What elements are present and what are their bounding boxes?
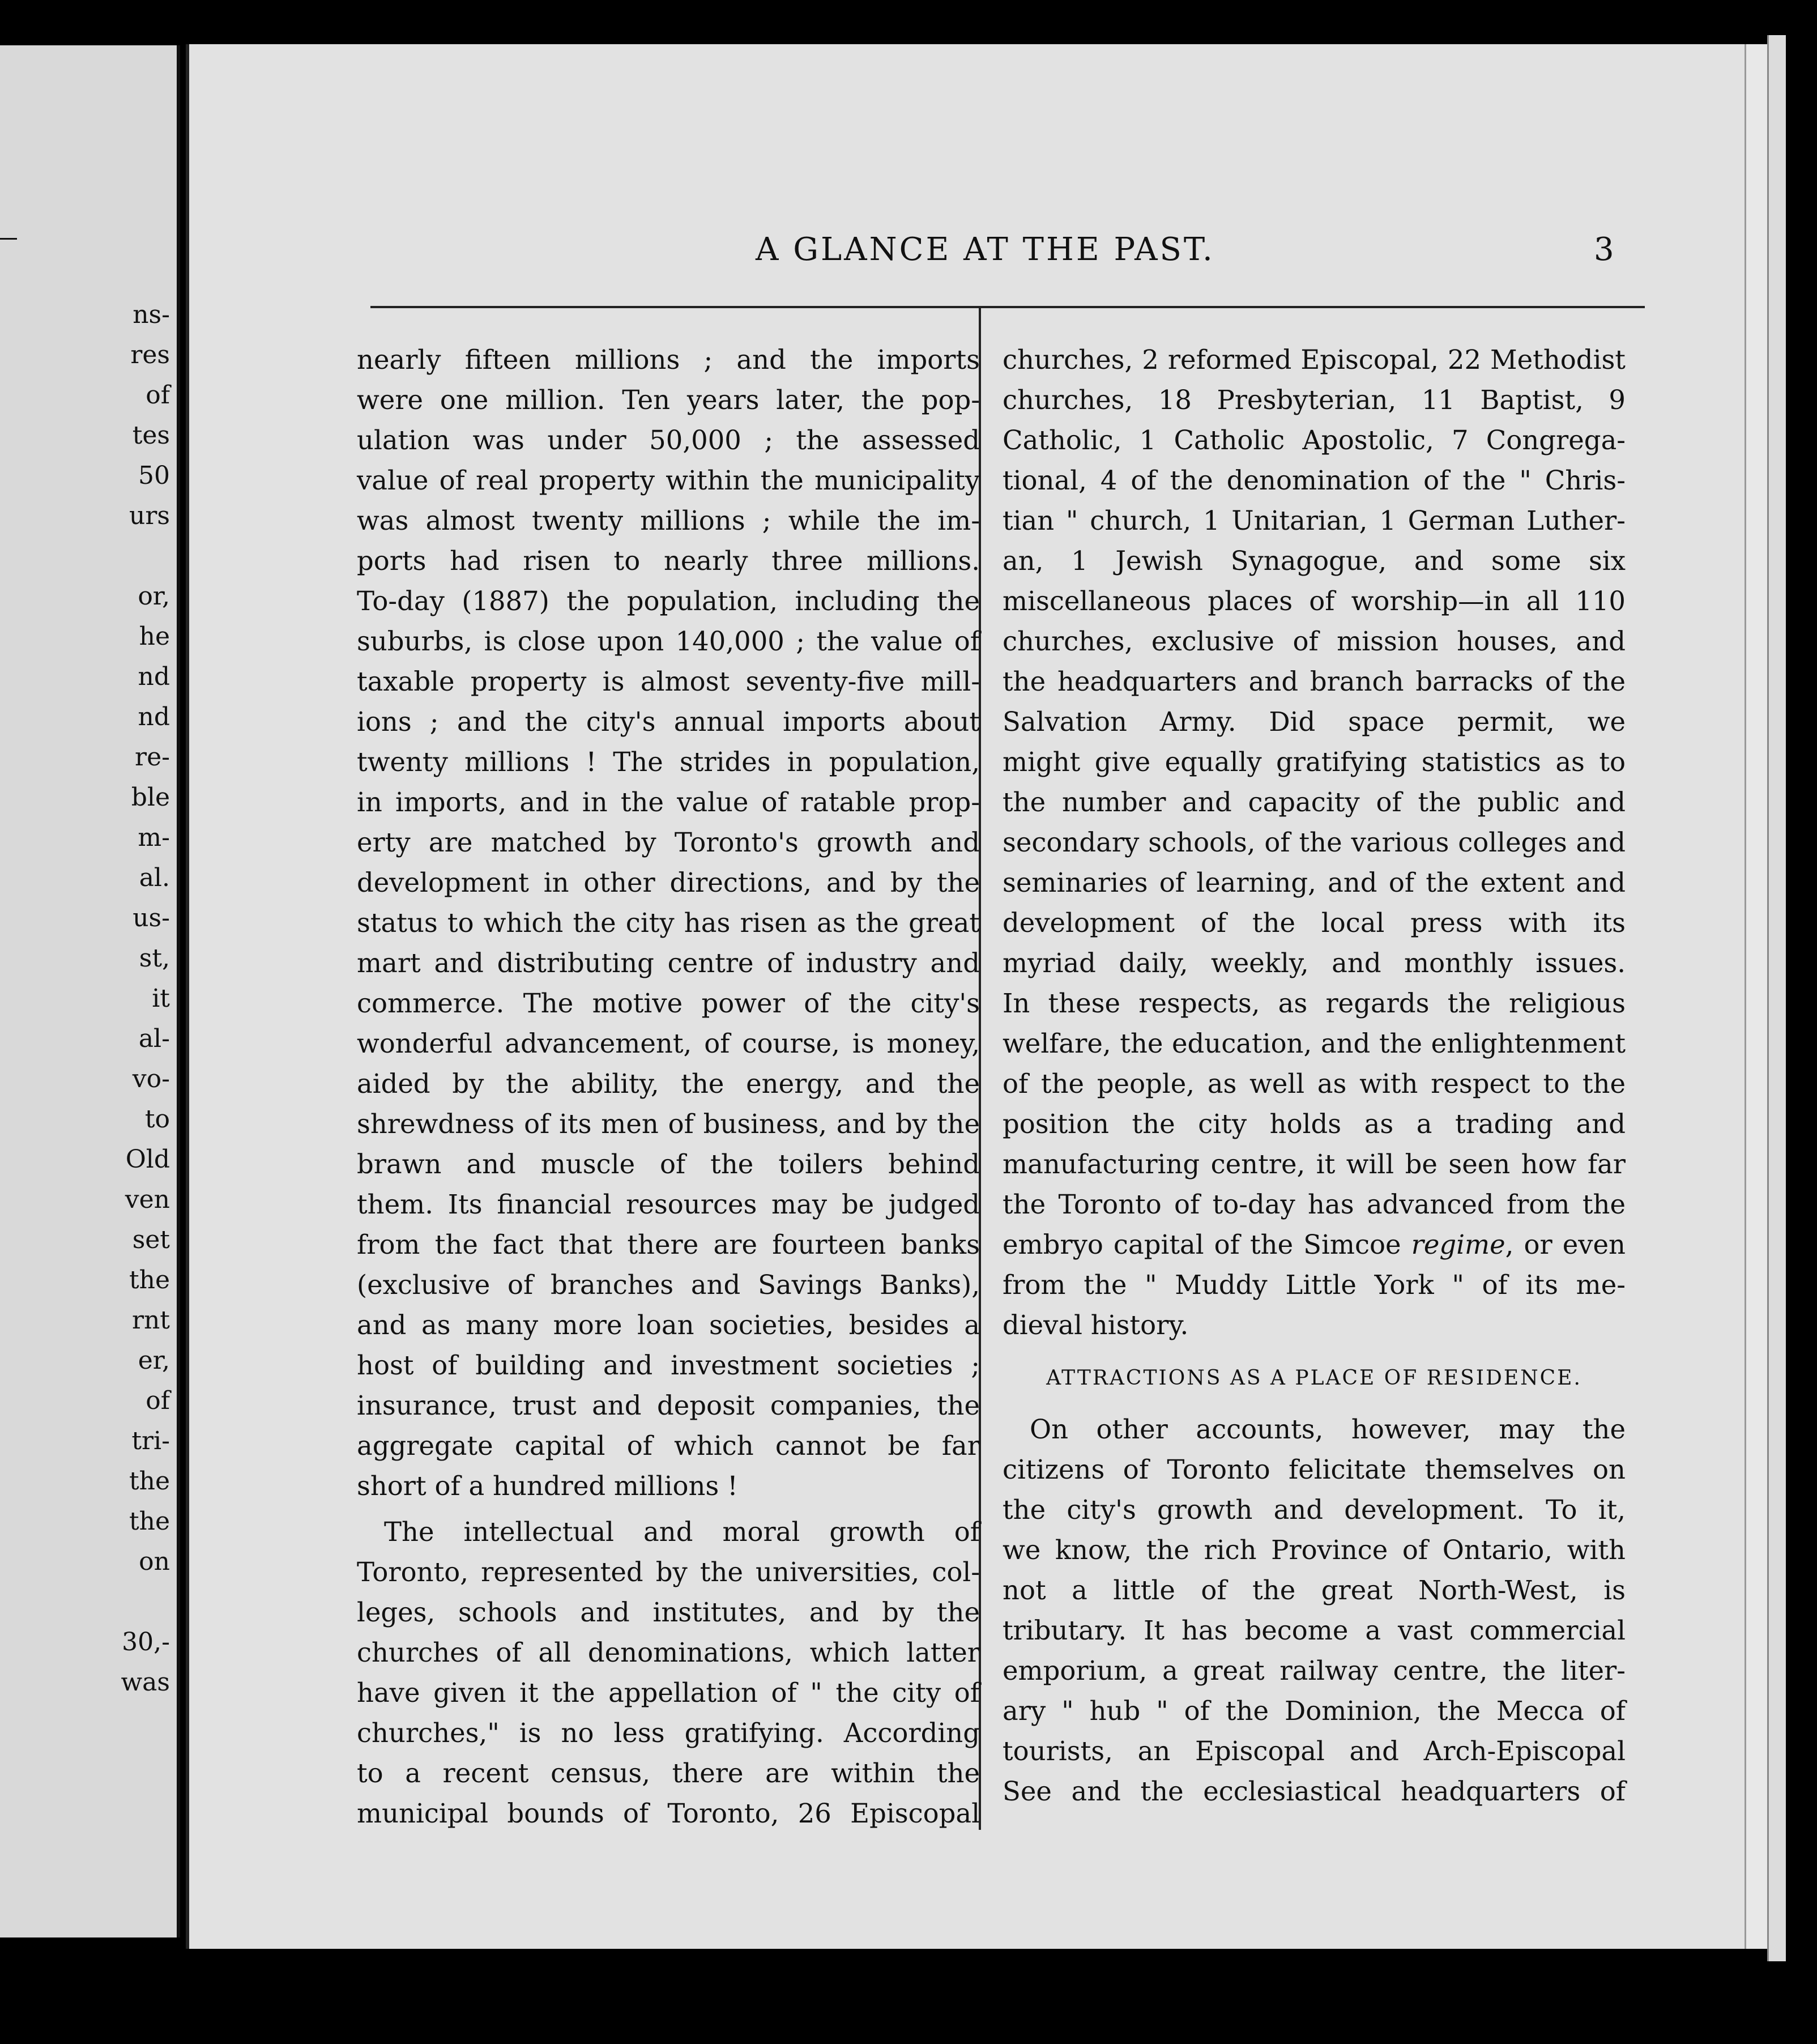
text-line: mart and distributing centre of industry and <box>357 948 980 978</box>
text-fragment: tes <box>132 421 170 450</box>
text-line: from the fact that there are fourteen banks <box>357 1229 980 1260</box>
running-head: A GLANCE AT THE PAST. <box>756 231 1215 268</box>
text-line: tian " church, 1 Unitarian, 1 German Luther- <box>1003 505 1626 536</box>
text-fragment: the <box>129 1266 170 1294</box>
text-line: ions ; and the city's annual imports about <box>357 706 980 737</box>
text-line: wonderful advancement, of course, is money, <box>357 1028 980 1059</box>
text-fragment: tri- <box>131 1426 170 1455</box>
text-fragment: res <box>130 340 170 369</box>
text-line: In these respects, as regards the religious <box>1003 988 1626 1019</box>
text-line: miscellaneous places of worship—in all 110 <box>1003 586 1626 616</box>
text-fragment: al. <box>139 863 170 892</box>
text-fragment: 30,- <box>122 1628 170 1657</box>
text-line: to a recent census, there are within the <box>357 1758 980 1788</box>
text-fragment: ns- <box>133 300 170 329</box>
text-line: from the " Muddy Little York " of its me- <box>1003 1270 1626 1300</box>
text-line: Catholic, 1 Catholic Apostolic, 7 Congrega- <box>1003 425 1626 455</box>
text-line: status to which the city has risen as the great <box>357 908 980 938</box>
text-line: aided by the ability, the energy, and the <box>357 1068 980 1099</box>
text-fragment: ven <box>125 1185 170 1214</box>
text-line: ulation was under 50,000 ; the assessed <box>357 425 980 455</box>
facing-page-left <box>0 45 180 1937</box>
text-line: leges, schools and institutes, and by the <box>357 1597 980 1628</box>
italic-word: regime <box>1411 1229 1505 1260</box>
text-line: churches, 2 reformed Episcopal, 22 Methodist <box>1003 344 1626 375</box>
text-line: aggregate capital of which cannot be far <box>357 1430 980 1461</box>
text-line: insurance, trust and deposit companies, the <box>357 1390 980 1421</box>
page-edge <box>1767 35 1786 1961</box>
text-line: dieval history. <box>1003 1310 1189 1340</box>
text-line: shrewdness of its men of business, and by the <box>357 1109 980 1139</box>
text-line: erty are matched by Toronto's growth and <box>357 827 980 858</box>
text-fragment: embryo capital of the Simcoe <box>1003 1229 1411 1260</box>
text-fragment: st, <box>139 944 170 973</box>
text-line: brawn and muscle of the toilers behind <box>357 1149 980 1179</box>
section-heading: ATTRACTIONS AS A PLACE OF RESIDENCE. <box>1046 1366 1582 1390</box>
page-header <box>189 231 1745 276</box>
text-line: tional, 4 of the denomination of the " Chris- <box>1003 465 1626 496</box>
text-line: municipal bounds of Toronto, 26 Episcopal <box>357 1798 980 1829</box>
text-line: we know, the rich Province of Ontario, with <box>1003 1535 1626 1565</box>
text-line: them. Its financial resources may be judged <box>357 1189 980 1220</box>
text-fragment: 50 <box>138 461 170 490</box>
text-fragment: vo- <box>132 1064 170 1093</box>
text-line: not a little of the great North-West, is <box>1003 1575 1626 1606</box>
text-line: the number and capacity of the public and <box>1003 787 1626 817</box>
text-line: churches," is no less gratifying. According <box>357 1718 980 1748</box>
text-line: short of a hundred millions ! <box>357 1471 738 1501</box>
page-edge <box>1745 44 1769 1949</box>
text-fragment: m- <box>138 823 170 852</box>
page-number: 3 <box>1594 231 1614 268</box>
text-line: have given it the appellation of " the city of <box>357 1677 980 1708</box>
text-line: On other accounts, however, may the <box>1030 1414 1626 1445</box>
text-fragment: rnt <box>131 1306 170 1335</box>
text-line: nearly fifteen millions ; and the imports <box>357 344 980 375</box>
text-line: Toronto, represented by the universities, col- <box>357 1557 980 1587</box>
text-line: development in other directions, and by the <box>357 867 980 898</box>
text-fragment: al- <box>138 1024 170 1053</box>
text-column-left <box>357 340 980 1834</box>
header-rule <box>370 306 1645 308</box>
text-fragment: on <box>139 1547 170 1576</box>
text-line: might give equally gratifying statistics as to <box>1003 747 1626 777</box>
text-line: The intellectual and moral growth of <box>384 1517 980 1547</box>
text-line: welfare, the education, and the enlightenment <box>1003 1028 1626 1059</box>
text-line: value of real property within the municipality <box>357 465 980 496</box>
text-line-regime <box>1003 1225 1626 1265</box>
text-line: the headquarters and branch barracks of the <box>1003 666 1626 697</box>
text-fragment: it <box>152 984 170 1013</box>
text-line: were one million. Ten years later, the pop- <box>357 385 980 415</box>
text-column-right <box>1003 340 1626 1812</box>
paragraph <box>1003 1409 1626 1812</box>
text-line: seminaries of learning, and of the extent and <box>1003 867 1626 898</box>
book-page <box>186 44 1745 1949</box>
text-line: twenty millions ! The strides in population, <box>357 747 980 777</box>
text-line: host of building and investment societies ; <box>357 1350 980 1381</box>
text-line: Salvation Army. Did space permit, we <box>1003 706 1626 737</box>
text-line: was almost twenty millions ; while the im- <box>357 505 980 536</box>
text-line: commerce. The motive power of the city's <box>357 988 980 1019</box>
text-line: (exclusive of branches and Savings Banks), <box>357 1270 980 1300</box>
text-line: citizens of Toronto felicitate themselves on <box>1003 1454 1626 1485</box>
text-line: To-day (1887) the population, including the <box>357 586 980 616</box>
text-fragment: set <box>132 1225 170 1254</box>
text-line: churches, exclusive of mission houses, and <box>1003 626 1626 657</box>
paragraph <box>357 1512 980 1834</box>
text-line: of the people, as well as with respect to the <box>1003 1068 1626 1099</box>
text-line: manufacturing centre, it will be seen how far <box>1003 1149 1626 1179</box>
text-fragment: of <box>146 1386 170 1415</box>
facing-page-rule <box>0 238 17 240</box>
text-line: tributary. It has become a vast commercial <box>1003 1615 1626 1646</box>
text-line: development of the local press with its <box>1003 908 1626 938</box>
text-fragment: re- <box>135 743 170 772</box>
text-line: ary " hub " of the Dominion, the Mecca of <box>1003 1696 1626 1726</box>
text-line: position the city holds as a trading and <box>1003 1109 1626 1139</box>
text-line: suburbs, is close upon 140,000 ; the value of <box>357 626 980 657</box>
text-fragment: the <box>129 1467 170 1496</box>
text-fragment: he <box>139 622 170 651</box>
text-fragment: to <box>144 1105 170 1134</box>
text-fragment: nd <box>138 662 170 691</box>
text-fragment: of <box>146 381 170 410</box>
text-line: ports had risen to nearly three millions. <box>357 546 980 576</box>
text-line: and as many more loan societies, besides a <box>357 1310 980 1340</box>
text-line: myriad daily, weekly, and monthly issues. <box>1003 948 1626 978</box>
text-fragment: the <box>129 1507 170 1536</box>
text-line: secondary schools, of the various colleges and <box>1003 827 1626 858</box>
text-line: taxable property is almost seventy-five mill- <box>357 666 980 697</box>
text-fragment: nd <box>138 702 170 731</box>
text-fragment: urs <box>129 501 170 530</box>
text-fragment: er, <box>138 1346 170 1375</box>
text-line: churches of all denominations, which latter <box>357 1637 980 1668</box>
text-line: tourists, an Episcopal and Arch-Episcopal <box>1003 1736 1626 1766</box>
text-fragment: or, <box>138 582 170 611</box>
text-line: See and the ecclesiastical headquarters of <box>1003 1776 1626 1807</box>
text-fragment: , or even <box>1505 1229 1626 1260</box>
text-fragment: ble <box>131 783 170 812</box>
text-fragment: Old <box>125 1145 170 1174</box>
text-line: an, 1 Jewish Synagogue, and some six <box>1003 546 1626 576</box>
text-line: the Toronto of to-day has advanced from the <box>1003 1189 1626 1220</box>
text-line: the city's growth and development. To it, <box>1003 1494 1626 1525</box>
paragraph <box>1003 340 1626 1345</box>
text-line: in imports, and in the value of ratable prop- <box>357 787 980 817</box>
text-line: churches, 18 Presbyterian, 11 Baptist, 9 <box>1003 385 1626 415</box>
text-fragment: was <box>121 1668 170 1697</box>
text-fragment: us- <box>133 904 170 932</box>
text-line: emporium, a great railway centre, the liter- <box>1003 1655 1626 1686</box>
paragraph <box>357 340 980 1506</box>
